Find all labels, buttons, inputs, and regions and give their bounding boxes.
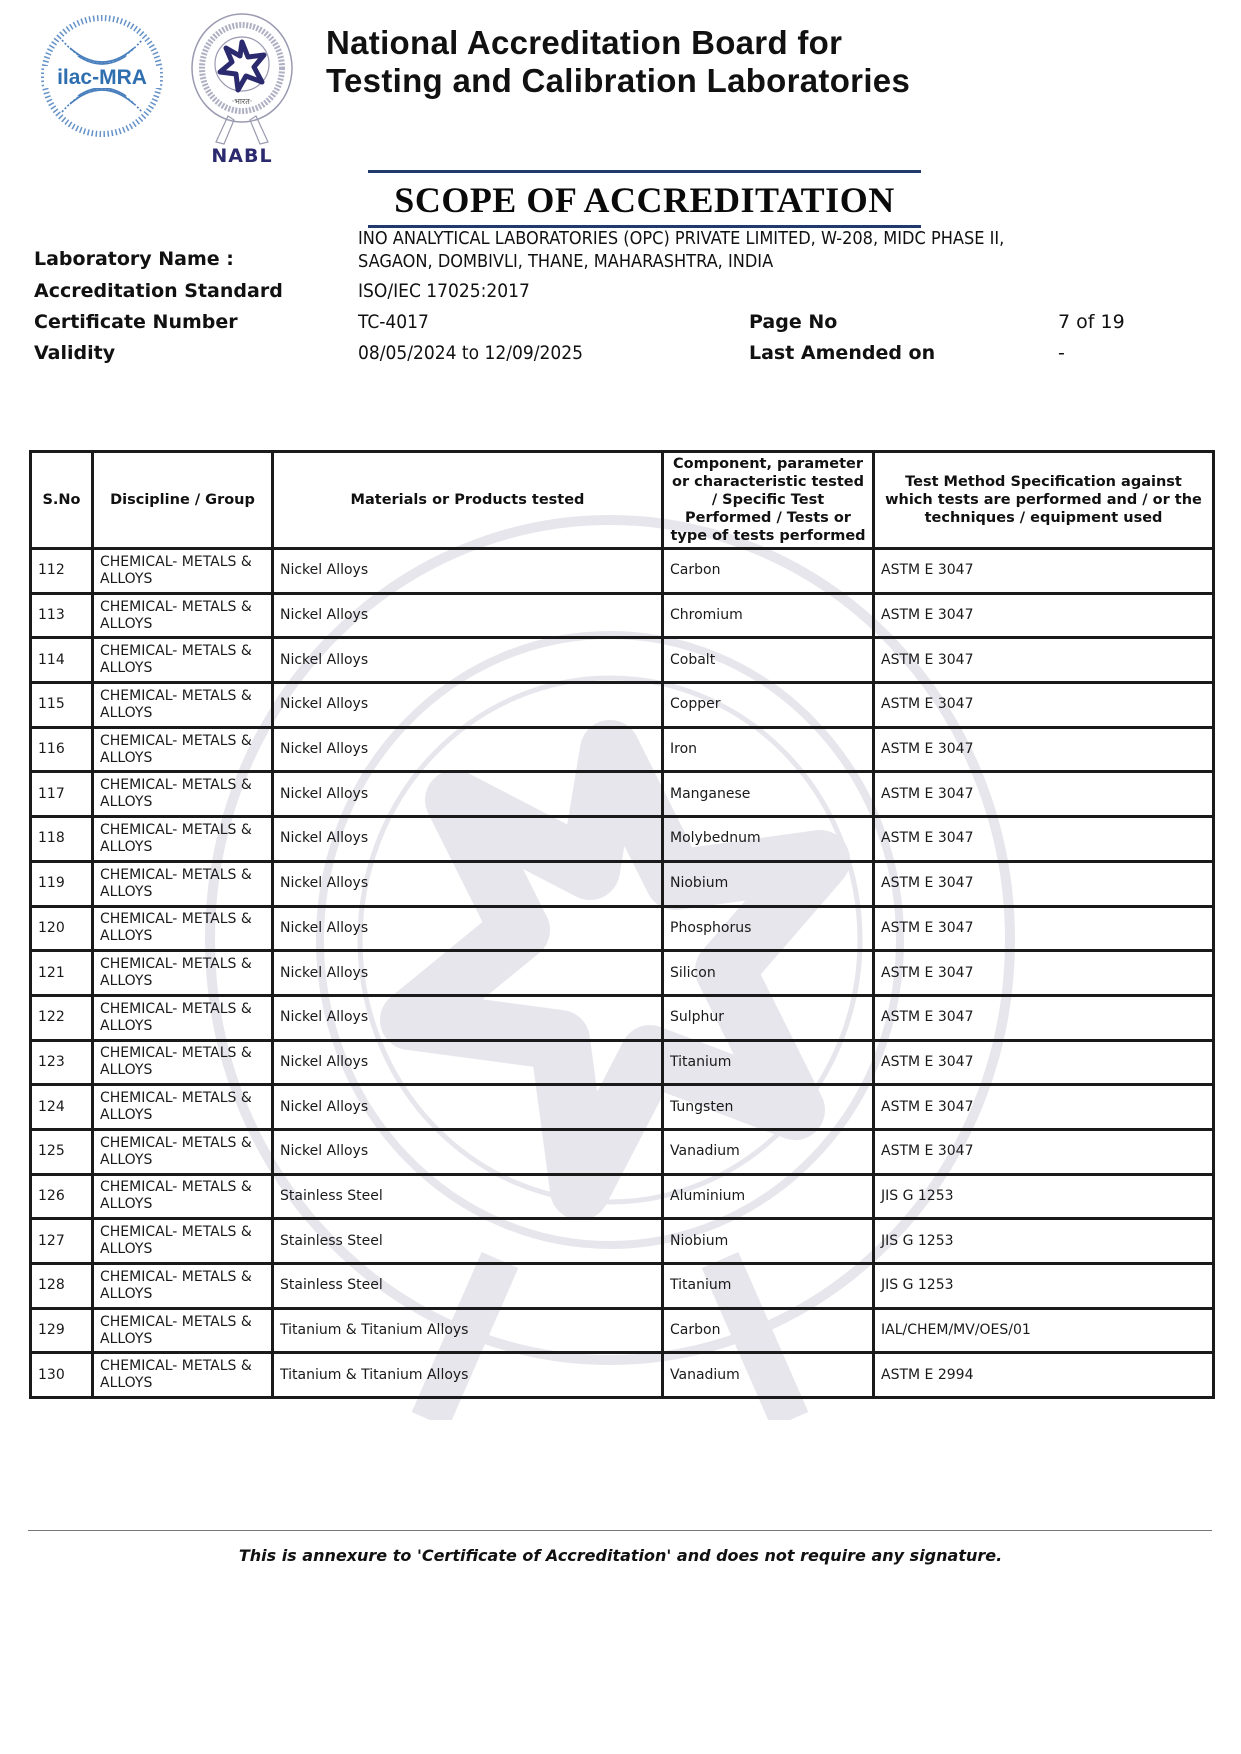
cell-material: Nickel Alloys [273,1085,663,1130]
table-row [31,683,1214,728]
cell-method: ASTM E 3047 [874,906,1214,951]
cell-component: Chromium [663,593,874,638]
certificate-number-label: Certificate Number [34,311,238,333]
cell-discipline: CHEMICAL- METALS & ALLOYS [93,906,273,951]
header-sno: S.No [31,452,93,549]
laboratory-name-line1: INO ANALYTICAL LABORATORIES (OPC) PRIVATE LIMITED, W-208, MIDC PHASE II, [358,228,1005,249]
cell-sno: 128 [31,1264,93,1309]
table-row [31,1040,1214,1085]
cell-method: ASTM E 3047 [874,593,1214,638]
cell-method: ASTM E 3047 [874,1129,1214,1174]
table-row [31,995,1214,1040]
cell-material: Nickel Alloys [273,772,663,817]
cell-discipline: CHEMICAL- METALS & ALLOYS [93,1129,273,1174]
cell-component: Niobium [663,1219,874,1264]
table-header-row [31,452,1214,549]
cell-material: Titanium & Titanium Alloys [273,1353,663,1398]
cell-sno: 115 [31,683,93,728]
footer-note: This is annexure to 'Certificate of Accreditation' and does not require any signature. [238,1546,1003,1565]
cell-material: Stainless Steel [273,1264,663,1309]
cell-method: ASTM E 3047 [874,1085,1214,1130]
nabl-bharat-text: ·भारत· [231,97,253,106]
cell-component: Niobium [663,861,874,906]
cell-sno: 112 [31,549,93,594]
cell-component: Titanium [663,1040,874,1085]
cell-sno: 117 [31,772,93,817]
cell-material: Stainless Steel [273,1174,663,1219]
cell-discipline: CHEMICAL- METALS & ALLOYS [93,817,273,862]
cell-material: Nickel Alloys [273,727,663,772]
cell-discipline: CHEMICAL- METALS & ALLOYS [93,1353,273,1398]
header-test-method: Test Method Specification against which tests are performed and / or the techniques / equipment used [874,452,1214,549]
cell-material: Nickel Alloys [273,817,663,862]
cell-sno: 121 [31,951,93,996]
cell-sno: 122 [31,995,93,1040]
table-row [31,817,1214,862]
cell-component: Copper [663,683,874,728]
table-row [31,1129,1214,1174]
cell-method: ASTM E 3047 [874,951,1214,996]
cell-material: Nickel Alloys [273,995,663,1040]
cell-sno: 123 [31,1040,93,1085]
cell-method: ASTM E 3047 [874,995,1214,1040]
cell-discipline: CHEMICAL- METALS & ALLOYS [93,1085,273,1130]
nabl-logo-text: NABL [211,145,273,167]
header-discipline: Discipline / Group [93,452,273,549]
cell-component: Titanium [663,1264,874,1309]
cell-discipline: CHEMICAL- METALS & ALLOYS [93,951,273,996]
cell-component: Phosphorus [663,906,874,951]
cell-component: Manganese [663,772,874,817]
organization-title-line1: National Accreditation Board for [326,24,843,61]
table-row [31,906,1214,951]
document-title: SCOPE OF ACCREDITATION [394,180,895,220]
cell-sno: 113 [31,593,93,638]
nabl-logo-icon [188,12,296,172]
cell-component: Vanadium [663,1129,874,1174]
footer-divider [28,1530,1212,1531]
cell-discipline: CHEMICAL- METALS & ALLOYS [93,593,273,638]
cell-method: JIS G 1253 [874,1219,1214,1264]
cell-sno: 114 [31,638,93,683]
cell-material: Nickel Alloys [273,549,663,594]
table-row [31,1264,1214,1309]
table-row [31,1174,1214,1219]
cell-component: Aluminium [663,1174,874,1219]
cell-discipline: CHEMICAL- METALS & ALLOYS [93,1308,273,1353]
table-row [31,1085,1214,1130]
cell-sno: 124 [31,1085,93,1130]
page-no-value: 7 of 19 [1058,311,1125,333]
cell-method: ASTM E 3047 [874,861,1214,906]
table-row [31,1219,1214,1264]
cell-discipline: CHEMICAL- METALS & ALLOYS [93,638,273,683]
cell-component: Tungsten [663,1085,874,1130]
organization-title [326,24,910,100]
cell-material: Nickel Alloys [273,951,663,996]
validity-label: Validity [34,342,116,364]
cell-method: ASTM E 2994 [874,1353,1214,1398]
cell-method: ASTM E 3047 [874,549,1214,594]
cell-discipline: CHEMICAL- METALS & ALLOYS [93,772,273,817]
laboratory-name-label: Laboratory Name : [34,248,234,270]
table-row [31,772,1214,817]
cell-discipline: CHEMICAL- METALS & ALLOYS [93,683,273,728]
ilac-logo-text: ilac-MRA [57,66,147,89]
cell-discipline: CHEMICAL- METALS & ALLOYS [93,1264,273,1309]
cell-sno: 118 [31,817,93,862]
ilac-mra-logo-icon [40,14,164,138]
table-row [31,638,1214,683]
cell-material: Nickel Alloys [273,861,663,906]
cell-sno: 119 [31,861,93,906]
header-component: Component, parameter or characteristic tested / Specific Test Performed / Tests or type of tests performed [663,452,874,549]
cell-method: JIS G 1253 [874,1264,1214,1309]
cell-component: Carbon [663,549,874,594]
cell-sno: 127 [31,1219,93,1264]
cell-material: Nickel Alloys [273,593,663,638]
table-row [31,861,1214,906]
accreditation-standard-label: Accreditation Standard [34,280,283,302]
table-row [31,593,1214,638]
table-row [31,1353,1214,1398]
cell-component: Iron [663,727,874,772]
cell-sno: 120 [31,906,93,951]
cell-discipline: CHEMICAL- METALS & ALLOYS [93,1219,273,1264]
cell-discipline: CHEMICAL- METALS & ALLOYS [93,549,273,594]
scope-table [29,450,1215,1399]
cell-material: Nickel Alloys [273,906,663,951]
cell-method: ASTM E 3047 [874,638,1214,683]
table-row [31,1308,1214,1353]
cell-method: JIS G 1253 [874,1174,1214,1219]
table-row [31,727,1214,772]
cell-component: Cobalt [663,638,874,683]
table-row [31,549,1214,594]
cell-material: Nickel Alloys [273,638,663,683]
cell-component: Silicon [663,951,874,996]
cell-component: Molybednum [663,817,874,862]
laboratory-name-line2: SAGAON, DOMBIVLI, THANE, MAHARASHTRA, INDIA [358,251,774,272]
page-no-label: Page No [749,311,838,333]
cell-method: ASTM E 3047 [874,727,1214,772]
cell-discipline: CHEMICAL- METALS & ALLOYS [93,727,273,772]
organization-title-line2: Testing and Calibration Laboratories [326,62,911,99]
cell-method: ASTM E 3047 [874,817,1214,862]
cell-sno: 126 [31,1174,93,1219]
cell-sno: 129 [31,1308,93,1353]
cell-sno: 125 [31,1129,93,1174]
cell-component: Sulphur [663,995,874,1040]
cell-material: Stainless Steel [273,1219,663,1264]
validity-value: 08/05/2024 to 12/09/2025 [358,342,584,364]
cell-sno: 130 [31,1353,93,1398]
cell-method: ASTM E 3047 [874,1040,1214,1085]
cell-sno: 116 [31,727,93,772]
cell-discipline: CHEMICAL- METALS & ALLOYS [93,995,273,1040]
cell-method: ASTM E 3047 [874,772,1214,817]
cell-material: Nickel Alloys [273,1129,663,1174]
cell-component: Vanadium [663,1353,874,1398]
cell-material: Titanium & Titanium Alloys [273,1308,663,1353]
cell-material: Nickel Alloys [273,683,663,728]
document-title-block [368,170,921,228]
cell-discipline: CHEMICAL- METALS & ALLOYS [93,861,273,906]
last-amended-label: Last Amended on [749,342,936,364]
cell-component: Carbon [663,1308,874,1353]
header-materials: Materials or Products tested [273,452,663,549]
last-amended-value: - [1058,342,1065,364]
cell-method: ASTM E 3047 [874,683,1214,728]
accreditation-standard-value: ISO/IEC 17025:2017 [358,280,530,302]
cell-material: Nickel Alloys [273,1040,663,1085]
cell-method: IAL/CHEM/MV/OES/01 [874,1308,1214,1353]
table-body [31,549,1214,1398]
cell-discipline: CHEMICAL- METALS & ALLOYS [93,1040,273,1085]
certificate-number-value: TC-4017 [358,311,429,333]
cell-discipline: CHEMICAL- METALS & ALLOYS [93,1174,273,1219]
table-row [31,951,1214,996]
